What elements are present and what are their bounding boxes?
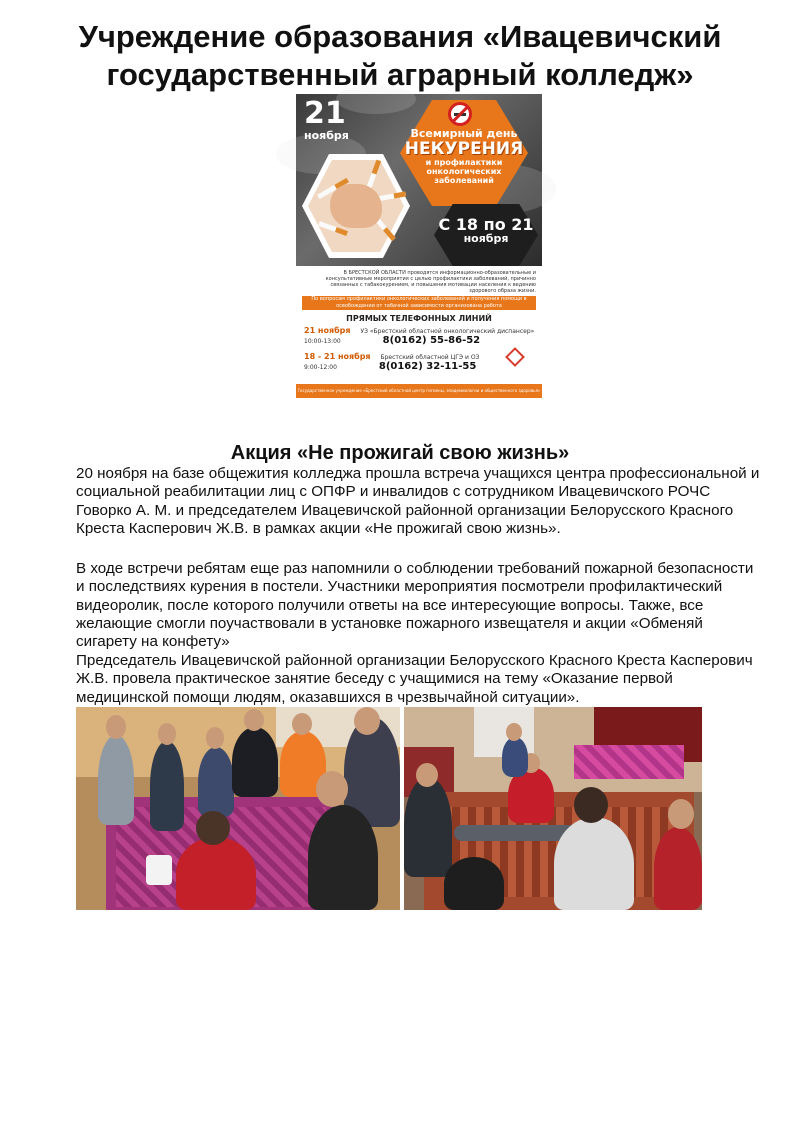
poster-line-1: 21 ноября УЗ «Брестский областной онкологический диспансер» 10:00-13:00 8(0162) 55-86-52 xyxy=(304,326,535,346)
fist-with-cigarettes-icon xyxy=(330,184,382,228)
page-title xyxy=(40,18,760,94)
title-line-1: Учреждение образования «Ивацевичский xyxy=(78,19,722,54)
article-heading: Акция «Не прожигай свою жизнь» xyxy=(230,442,570,464)
no-smoking-icon xyxy=(448,102,472,126)
event-photo-1 xyxy=(76,707,400,910)
poster-description: В БРЕСТСКОЙ ОБЛАСТИ проводятся информационно-образовательные и консультативные мероприятия с целью профилактики заболеваний, причинно связанных с табакокурением, и повышения мотивации населения к ведению здорового образа жизни. xyxy=(325,270,536,294)
poster-lines-heading: ПРЯМЫХ ТЕЛЕФОННЫХ ЛИНИЙ xyxy=(346,314,492,323)
poster-date-range: С 18 по 21 ноября xyxy=(438,215,534,245)
title-line-2: государственный аграрный колледж» xyxy=(106,57,694,92)
event-photo-2 xyxy=(404,707,702,910)
article-paragraph-2: В ходе встречи ребятам еще раз напомнили о соблюдении требований пожарной безопасности и последствиях курения в постели. Участники мероприятия посмотрели профилактический видеоролик, после которого получили ответы на все интересующие вопросы. Также, все желающие смогли поучаствовали в установке пожарного извещателя и акции «Обменяй сигарету на конфету» xyxy=(76,560,754,651)
poster-band-text: По вопросам профилактики онкологических заболеваний и получения помощи в освобождении от табачной зависимости организована работа xyxy=(302,296,536,310)
poster-title: Всемирный день НЕКУРЕНИЯ и профилактики онкологических заболеваний xyxy=(404,127,524,185)
poster-top-panel xyxy=(296,94,542,266)
poster-day-month: ноября xyxy=(304,129,349,142)
poster-footer: Государственное учреждение «Брестский областной центр гигиены, эпидемиологии и общественного здоровья» Брест, 2019 xyxy=(296,384,542,398)
article-paragraph-1: 20 ноября на базе общежития колледжа прошла встреча учащихся центра профессиональной и социальной реабилитации лиц с ОПФР и инвалидов с сотрудником Ивацевичского РОЧС Говорко А. М. и председателем Ивацевичской районной организации Белорусского Красного Креста Касперович Ж.В. в рамках акции «Не прожигай свою жизнь». xyxy=(76,465,760,537)
nonsmoking-day-poster xyxy=(296,94,542,407)
article-paragraph-3: Председатель Ивацевичской районной организации Белорусского Красного Креста Касперович Ж.В. провела практическое занятие беседу с учащимися на тему «Оказание первой медицинской помощи людям, оказавшихся в чрезвычайной ситуации». xyxy=(76,652,753,706)
poster-line-2: 18 - 21 ноября Брестский областной ЦГЭ и ОЗ 9:00-12:00 8(0162) 32-11-55 xyxy=(304,352,480,372)
poster-info xyxy=(296,266,542,407)
poster-date xyxy=(304,98,349,142)
poster-day: 21 xyxy=(304,96,346,131)
